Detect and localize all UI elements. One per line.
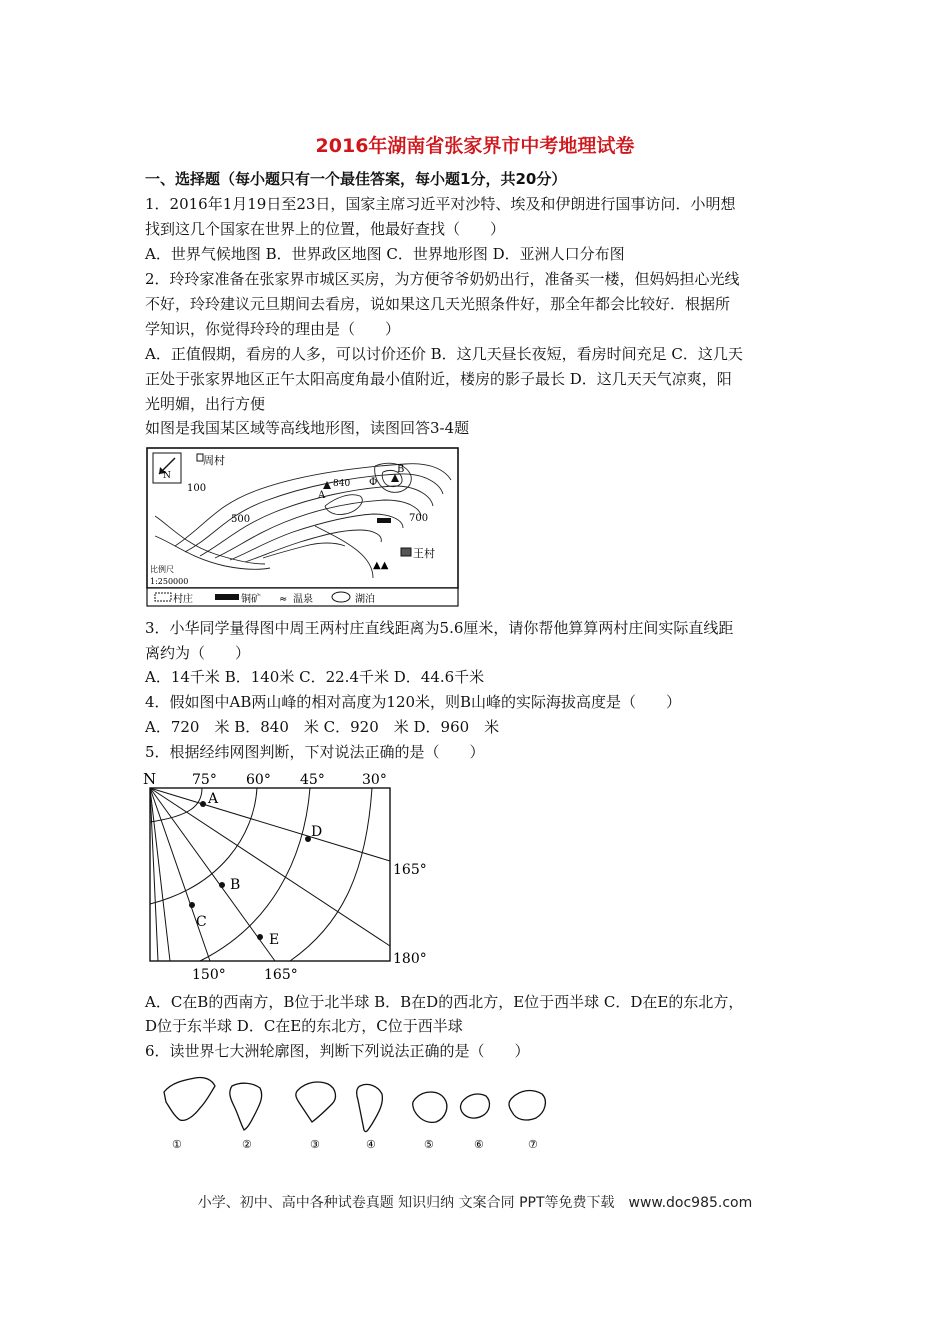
grid-pole-label: N bbox=[143, 770, 157, 788]
page-title: 2016年湖南省张家界市中考地理试卷 bbox=[315, 135, 635, 157]
scale-title: 比例尺 bbox=[150, 565, 174, 574]
contour-map bbox=[145, 446, 460, 608]
contour-700: 700 bbox=[409, 513, 429, 524]
north-america-outline bbox=[296, 1082, 336, 1122]
q2-options-1: A．正值假期，看房的人多，可以讨价还价 B．这几天昼长夜短，看房时间充足 C．这几天 bbox=[145, 345, 743, 363]
q2-options-2: 正处于张家界地区正午太阳高度角最小值附近，楼房的影子最长 D．这几天天气凉爽，阳 bbox=[145, 370, 732, 388]
asia-outline bbox=[164, 1077, 215, 1120]
grid-top-45: 45° bbox=[300, 772, 325, 788]
continent-label-6: ⑥ bbox=[474, 1138, 484, 1151]
legend-lake: 湖泊 bbox=[355, 594, 375, 605]
south-america-outline bbox=[357, 1084, 383, 1131]
continent-label-4: ④ bbox=[366, 1138, 376, 1151]
legend-spring-icon: ≈ bbox=[279, 594, 288, 605]
q2-line2: 不好，玲玲建议元旦期间去看房，说如果这几天光照条件好，那全年都会比较好．根据所 bbox=[145, 295, 731, 313]
q3-line1: 3．小华同学量得图中周王两村庄直线距离为5.6厘米，请你帮他算算两村庄间实际直线距 bbox=[145, 619, 734, 637]
legend-village: 村庄 bbox=[173, 594, 193, 605]
point-c-icon bbox=[189, 902, 195, 908]
point-a-icon bbox=[200, 801, 206, 807]
europe-outline bbox=[461, 1094, 490, 1118]
spring-icon: Ф bbox=[369, 477, 378, 488]
q4-line1: 4．假如图中AB两山峰的相对高度为120米，则B山峰的实际海拔高度是（ ） bbox=[145, 693, 682, 711]
lat-long-grid bbox=[140, 766, 440, 984]
q5-options-2: D位于东半球 D．C在E的东北方，C位于西半球 bbox=[145, 1017, 463, 1035]
grid-bottom-150: 150° bbox=[192, 967, 226, 983]
peak-elevation: 840 bbox=[333, 479, 351, 489]
section-heading: 一、选择题（每小题只有一个最佳答案，每小题1分，共20分） bbox=[145, 170, 567, 188]
point-d: D bbox=[311, 824, 323, 840]
mine-icon-2: ▲▲ bbox=[373, 560, 389, 571]
point-e: E bbox=[269, 932, 280, 948]
peak-a-label: A bbox=[318, 490, 326, 501]
continent-label-3: ③ bbox=[310, 1138, 320, 1151]
point-b-icon bbox=[219, 882, 225, 888]
point-b: B bbox=[230, 877, 241, 893]
continents-figure bbox=[160, 1072, 560, 1152]
antarctica-outline bbox=[413, 1092, 447, 1122]
legend-mine: 铜矿 bbox=[241, 594, 261, 605]
africa-outline bbox=[230, 1083, 262, 1130]
continent-label-1: ① bbox=[172, 1138, 182, 1151]
label-wangcun: 王村 bbox=[413, 547, 435, 560]
grid-right-165: 165° bbox=[393, 862, 427, 878]
q3-line2: 离约为（ ） bbox=[145, 644, 251, 662]
map-north-label: N bbox=[163, 471, 171, 481]
legend-spring: 温泉 bbox=[293, 594, 313, 605]
q2-line1: 2．玲玲家准备在张家界市城区买房，为方便爷爷奶奶出行，准备买一楼，但妈妈担心光线 bbox=[145, 270, 740, 288]
point-a: A bbox=[208, 791, 219, 807]
contour-500: 500 bbox=[231, 514, 251, 525]
grid-top-60: 60° bbox=[246, 772, 271, 788]
q1-line1: 1．2016年1月19日至23日，国家主席习近平对沙特、埃及和伊朗进行国事访问．小明想 bbox=[145, 195, 736, 213]
grid-bottom-165: 165° bbox=[264, 967, 298, 983]
oceania-outline bbox=[509, 1091, 545, 1120]
q2-options-3: 光明媚，出行方便 bbox=[145, 395, 266, 413]
grid-top-75: 75° bbox=[192, 772, 217, 788]
grid-top-30: 30° bbox=[362, 772, 387, 788]
scale-value: 1:250000 bbox=[150, 577, 189, 586]
point-c: C bbox=[196, 914, 207, 930]
continent-label-7: ⑦ bbox=[528, 1138, 538, 1151]
point-e-icon bbox=[257, 934, 263, 940]
continent-label-5: ⑤ bbox=[424, 1138, 434, 1151]
q6-line1: 6．读世界七大洲轮廓图，判断下列说法正确的是（ ） bbox=[145, 1042, 530, 1060]
q4-options: A．720 米 B．840 米 C．920 米 D．960 米 bbox=[145, 718, 500, 736]
q34-intro: 如图是我国某区域等高线地形图，读图回答3-4题 bbox=[145, 419, 470, 437]
q1-options: A．世界气候地图 B．世界政区地图 C．世界地形图 D．亚洲人口分布图 bbox=[145, 245, 625, 263]
q5-options-1: A．C在B的西南方，B位于北半球 B．B在D的西北方，E位于西半球 C．D在E的东北方， bbox=[145, 993, 744, 1011]
q3-options: A．14千米 B．140米 C．22.4千米 D．44.6千米 bbox=[145, 668, 485, 686]
contour-100: 100 bbox=[187, 483, 207, 494]
peak-b-label: B bbox=[397, 464, 405, 475]
page-footer: 小学、初中、高中各种试卷真题 知识归纳 文案合同 PPT等免费下载 www.doc985.com bbox=[197, 1195, 753, 1211]
continent-label-2: ② bbox=[242, 1138, 252, 1151]
label-zhoucun: 周村 bbox=[203, 454, 225, 467]
q1-line2: 找到这几个国家在世界上的位置，他最好查找（ ） bbox=[145, 220, 506, 238]
mine-icon bbox=[377, 518, 391, 523]
grid-right-180: 180° bbox=[393, 951, 427, 967]
q2-line3: 学知识，你觉得玲玲的理由是（ ） bbox=[145, 320, 401, 338]
legend-mine-icon bbox=[215, 594, 239, 600]
q5-line1: 5．根据经纬网图判断，下对说法正确的是（ ） bbox=[145, 743, 485, 761]
village-wang-icon bbox=[401, 548, 411, 556]
